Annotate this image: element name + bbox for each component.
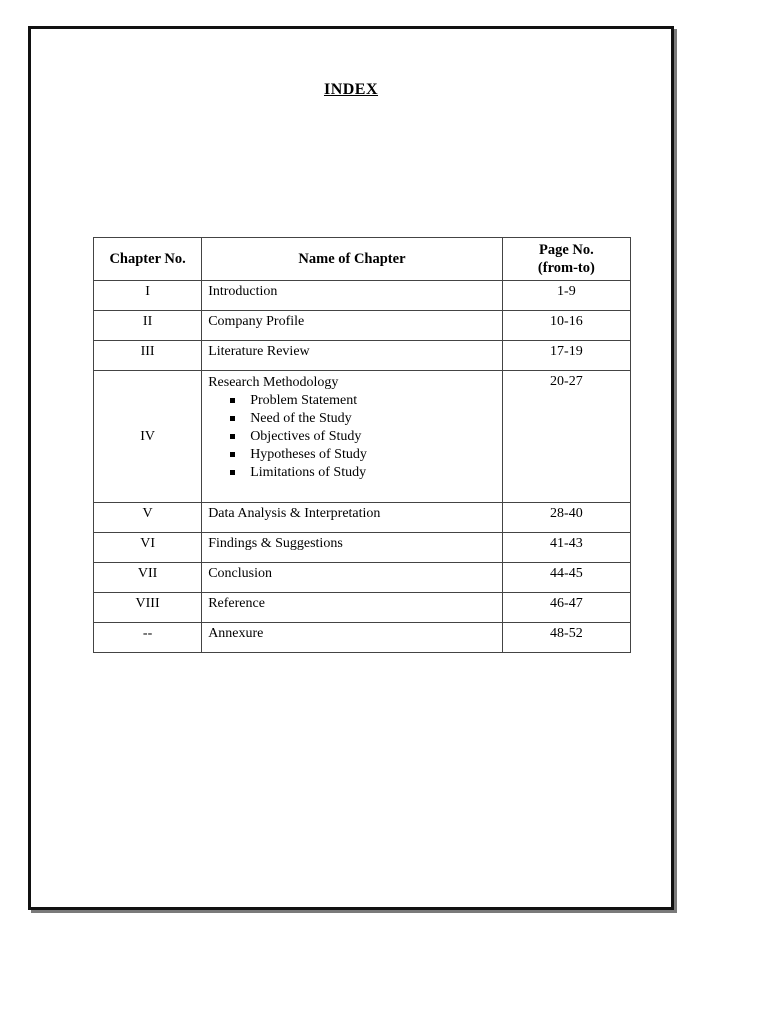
chapter-pages: 44-45 xyxy=(502,563,630,593)
chapter-pages: 41-43 xyxy=(502,533,630,563)
chapter-name: Literature Review xyxy=(202,341,503,371)
list-item: Problem Statement xyxy=(230,392,502,410)
chapter-number: IV xyxy=(94,371,202,503)
chapter-pages: 20-27 xyxy=(502,371,630,503)
chapter-name-cell xyxy=(202,371,503,503)
list-item: Objectives of Study xyxy=(230,428,502,446)
document-page xyxy=(28,26,674,910)
table-row xyxy=(94,593,631,623)
chapter-name: Conclusion xyxy=(202,563,503,593)
index-table xyxy=(93,237,631,653)
chapter-name: Introduction xyxy=(202,281,503,311)
chapter-number: VII xyxy=(94,563,202,593)
chapter-name: Data Analysis & Interpretation xyxy=(202,503,503,533)
header-page-no xyxy=(502,238,630,281)
chapter-number: II xyxy=(94,311,202,341)
page-title: INDEX xyxy=(323,81,379,98)
table-row xyxy=(94,503,631,533)
chapter-number: V xyxy=(94,503,202,533)
chapter-name: Research Methodology xyxy=(208,375,339,390)
header-page-no-line1: Page No. xyxy=(538,242,594,258)
chapter-number: III xyxy=(94,341,202,371)
header-page-no-line2: (from-to) xyxy=(537,260,595,276)
table-row xyxy=(94,341,631,371)
chapter-pages: 1-9 xyxy=(502,281,630,311)
chapter-pages: 10-16 xyxy=(502,311,630,341)
chapter-name: Company Profile xyxy=(202,311,503,341)
table-header-row xyxy=(94,238,631,281)
table-row xyxy=(94,623,631,653)
chapter-number: VIII xyxy=(94,593,202,623)
list-item: Limitations of Study xyxy=(230,464,502,482)
chapter-number: -- xyxy=(94,623,202,653)
chapter-pages: 48-52 xyxy=(502,623,630,653)
chapter-name: Annexure xyxy=(202,623,503,653)
chapter-pages: 28-40 xyxy=(502,503,630,533)
header-chapter-no: Chapter No. xyxy=(94,238,202,281)
chapter-name: Reference xyxy=(202,593,503,623)
list-item: Hypotheses of Study xyxy=(230,446,502,464)
chapter-number: I xyxy=(94,281,202,311)
chapter-number: VI xyxy=(94,533,202,563)
table-row xyxy=(94,371,631,503)
table-row xyxy=(94,563,631,593)
subtopic-list xyxy=(208,392,502,482)
table-row xyxy=(94,311,631,341)
chapter-pages: 46-47 xyxy=(502,593,630,623)
table-row xyxy=(94,533,631,563)
chapter-name: Findings & Suggestions xyxy=(202,533,503,563)
list-item: Need of the Study xyxy=(230,410,502,428)
table-row xyxy=(94,281,631,311)
header-name-of-chapter: Name of Chapter xyxy=(202,238,503,281)
chapter-pages: 17-19 xyxy=(502,341,630,371)
